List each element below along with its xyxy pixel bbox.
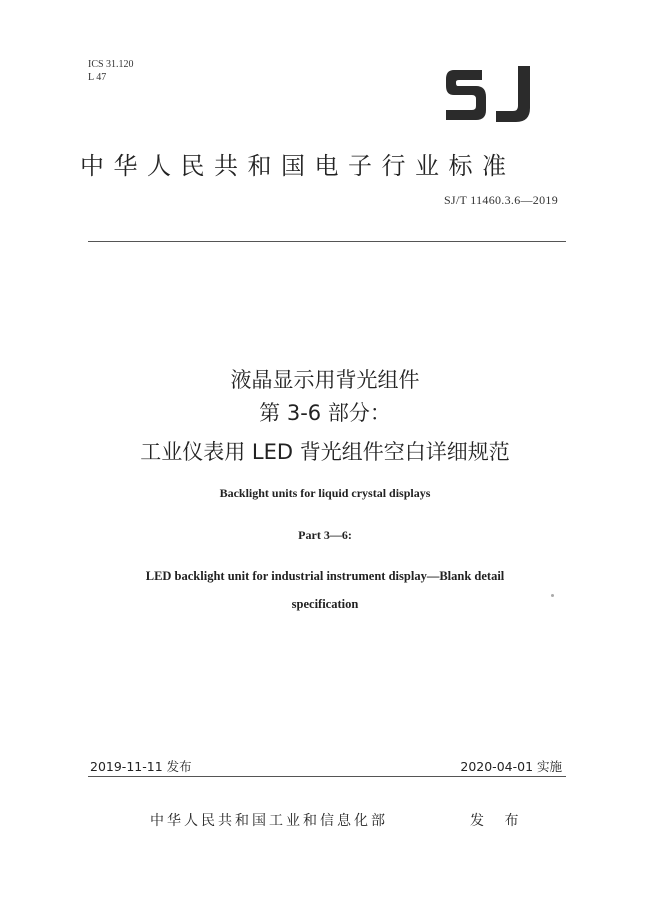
implement-date: 2020-04-01 实施 xyxy=(460,759,562,774)
class-code: L 47 xyxy=(88,72,107,83)
issuer: 中华人民共和国工业和信息化部 xyxy=(150,813,388,829)
standard-number: SJ/T 11460.3.6—2019 xyxy=(443,193,558,207)
scan-speck xyxy=(551,594,554,597)
ics-code: ICS 31.120 xyxy=(88,59,134,70)
title-en-line2: Part 3—6: xyxy=(298,528,352,542)
title-en-line1: Backlight units for liquid crystal displays xyxy=(219,486,431,500)
top-divider xyxy=(88,241,566,242)
ics-code-block xyxy=(88,58,134,84)
issue-word: 发 布 xyxy=(470,813,527,829)
title-cn-line2: 第 3-6 部分： xyxy=(259,401,391,425)
standard-title: 中华人民共和国电子行业标准 xyxy=(80,152,516,180)
bottom-divider xyxy=(88,776,566,777)
title-en-line4: specification xyxy=(291,597,359,611)
title-en-line3: LED backlight unit for industrial instrument display—Blank detail xyxy=(145,569,505,583)
title-cn-line1: 液晶显示用背光组件 xyxy=(230,368,420,392)
issue-date: 2019-11-11 发布 xyxy=(90,759,192,774)
title-cn-line3: 工业仪表用 LED 背光组件空白详细规范 xyxy=(140,440,510,464)
sj-logo xyxy=(440,62,536,126)
